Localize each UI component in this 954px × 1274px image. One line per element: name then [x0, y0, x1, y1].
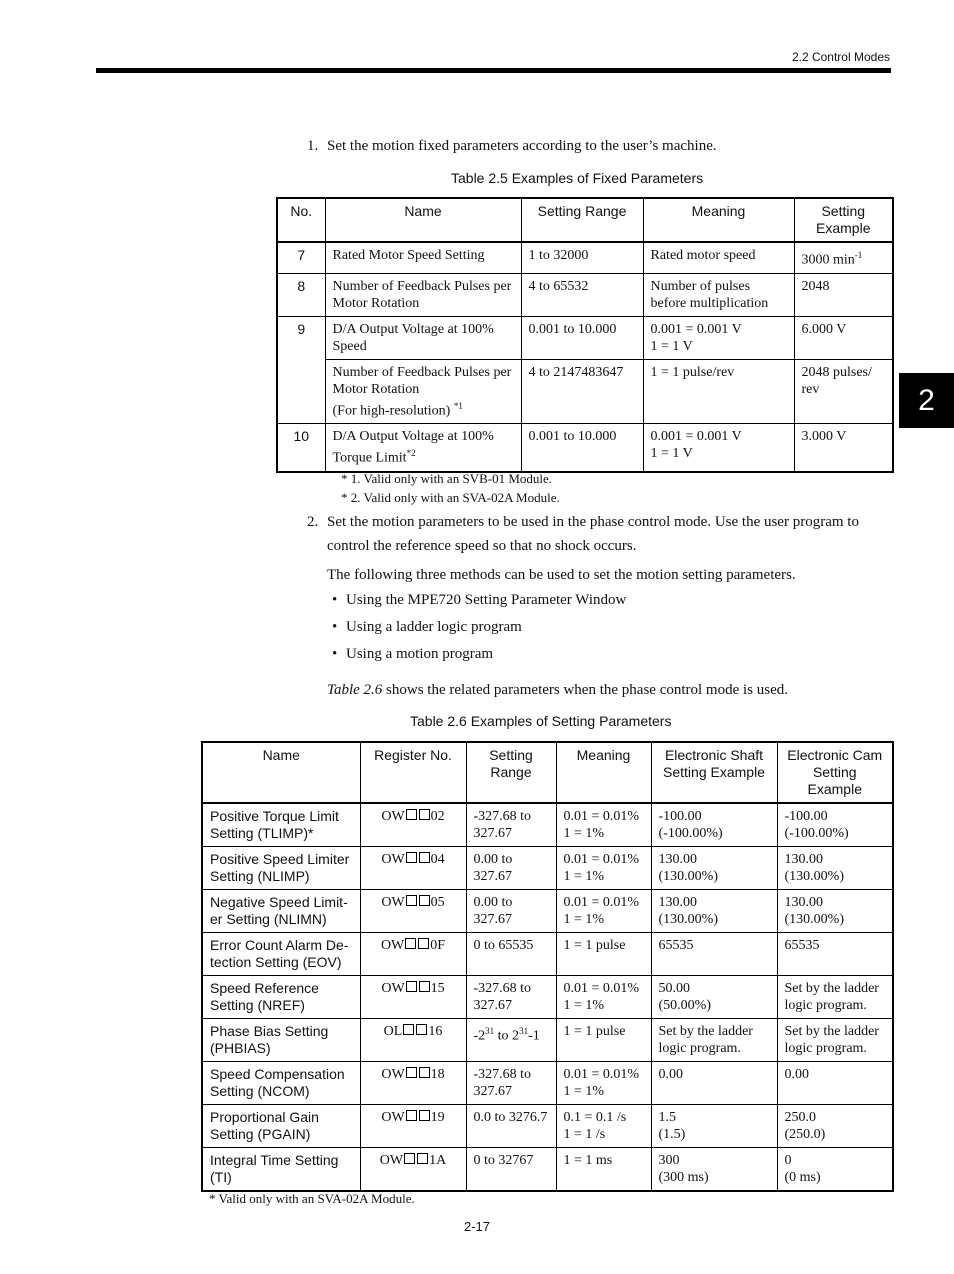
cell-cam-example: 130.00 (130.00%)	[777, 890, 893, 933]
table-row	[202, 933, 893, 976]
cell-range: -327.68 to 327.67	[466, 1062, 556, 1105]
cell-name: Number of Feedback Pulses per Motor Rotation	[325, 273, 521, 316]
cell-cam-example: 130.00 (130.00%)	[777, 847, 893, 890]
step-number: 2.	[307, 514, 319, 530]
cell-range: 4 to 2147483647	[521, 359, 643, 424]
cell-example: 6.000 V	[794, 316, 893, 359]
cell-meaning: 1 = 1 pulse	[556, 1019, 651, 1062]
step-1	[307, 134, 907, 158]
table-row	[202, 1105, 893, 1148]
table-reference: Table 2.6	[327, 682, 383, 698]
cell-name: D/A Output Voltage at 100% Torque Limit$^{*2}$	[325, 424, 521, 472]
cell-meaning: 0.001 = 0.001 V 1 = 1 V	[643, 316, 794, 359]
cell-name: D/A Output Voltage at 100% Speed	[325, 316, 521, 359]
cell-range: 0.001 to 10.000	[521, 424, 643, 472]
column-header: Electronic Cam Setting Example	[777, 742, 893, 803]
cell-range: 0 to 65535	[466, 933, 556, 976]
cell-no: 8	[277, 273, 325, 316]
cell-range: $-2^{31}$ to $2^{31}-1$	[466, 1019, 556, 1062]
cell-range: 0.00 to 327.67	[466, 847, 556, 890]
placeholder-box-icon	[406, 981, 417, 992]
cell-name: Proportional Gain Setting (PGAIN)	[202, 1105, 360, 1148]
table-row	[202, 803, 893, 847]
table-row	[277, 242, 893, 273]
table-row	[277, 359, 893, 424]
cell-shaft-example: 1.5 (1.5)	[651, 1105, 777, 1148]
cell-range: 0.001 to 10.000	[521, 316, 643, 359]
cell-shaft-example: -100.00 (-100.00%)	[651, 803, 777, 847]
cell-meaning: Number of pulses before multiplication	[643, 273, 794, 316]
cell-cam-example: 0.00	[777, 1062, 893, 1105]
header-rule	[96, 68, 891, 73]
cell-range: 0.0 to 3276.7	[466, 1105, 556, 1148]
footnote: * 1. Valid only with an SVB-01 Module.	[341, 471, 553, 486]
cell-name: Number of Feedback Pulses per Motor Rotation (For high-resolution) $^{*1}$	[325, 359, 521, 424]
table-header-row	[277, 198, 893, 242]
cell-cam-example: Set by the ladder logic program.	[777, 976, 893, 1019]
table-row	[277, 316, 893, 359]
column-header: Meaning	[556, 742, 651, 803]
cell-name: Error Count Alarm De-tection Setting (EOV)	[202, 933, 360, 976]
column-header: Meaning	[643, 198, 794, 242]
placeholder-box-icon	[406, 895, 417, 906]
column-header: Name	[325, 198, 521, 242]
cell-register: OW 18	[360, 1062, 466, 1105]
cell-meaning: 1 = 1 pulse/rev	[643, 359, 794, 424]
cell-cam-example: Set by the ladder logic program.	[777, 1019, 893, 1062]
cell-no	[277, 359, 325, 424]
table-header-row	[202, 742, 893, 803]
table-row	[202, 1062, 893, 1105]
placeholder-box-icon	[406, 809, 417, 820]
cell-meaning: 1 = 1 ms	[556, 1148, 651, 1192]
cell-register: OW 0F	[360, 933, 466, 976]
cell-meaning: 0.01 = 0.01% 1 = 1%	[556, 976, 651, 1019]
cell-no: 10	[277, 424, 325, 472]
methods-list	[332, 592, 626, 673]
cell-meaning: 0.1 = 0.1 /s 1 = 1 /s	[556, 1105, 651, 1148]
cell-name: Positive Torque Limit Setting (TLIMP)*	[202, 803, 360, 847]
cell-range: 0 to 32767	[466, 1148, 556, 1192]
placeholder-box-icon	[404, 1153, 415, 1164]
footnote: * 2. Valid only with an SVA-02A Module.	[341, 490, 560, 505]
cell-meaning: 1 = 1 pulse	[556, 933, 651, 976]
cell-range: -327.68 to 327.67	[466, 803, 556, 847]
list-item: • Using a ladder logic program	[332, 619, 522, 635]
fixed-parameters-table	[276, 197, 894, 473]
cell-example: 2048 pulses/ rev	[794, 359, 893, 424]
cell-shaft-example: 50.00 (50.00%)	[651, 976, 777, 1019]
table-2-5-caption: Table 2.5 Examples of Fixed Parameters	[451, 170, 704, 186]
step-text: Set the motion parameters to be used in the phase control mode. Use the user program to control the reference speed so that no shock occurs.	[327, 514, 859, 554]
placeholder-box-icon	[419, 1110, 430, 1121]
column-header: Setting Example	[794, 198, 893, 242]
cell-range: 1 to 32000	[521, 242, 643, 273]
placeholder-box-icon	[419, 852, 430, 863]
list-item: • Using a motion program	[332, 646, 494, 662]
placeholder-box-icon	[418, 938, 429, 949]
cell-name: Speed Reference Setting (NREF)	[202, 976, 360, 1019]
table-row	[277, 424, 893, 472]
placeholder-box-icon	[406, 852, 417, 863]
cell-name: Rated Motor Speed Setting	[325, 242, 521, 273]
cell-example: 2048	[794, 273, 893, 316]
table-2-5-notes	[341, 469, 560, 507]
cell-meaning: 0.01 = 0.01% 1 = 1%	[556, 1062, 651, 1105]
column-header: Electronic Shaft Setting Example	[651, 742, 777, 803]
cell-cam-example: -100.00 (-100.00%)	[777, 803, 893, 847]
cell-shaft-example: 300 (300 ms)	[651, 1148, 777, 1192]
setting-parameters-table	[201, 741, 894, 1192]
cell-meaning: Rated motor speed	[643, 242, 794, 273]
column-header: No.	[277, 198, 325, 242]
list-item: • Using the MPE720 Setting Parameter Window	[332, 592, 627, 608]
placeholder-box-icon	[419, 895, 430, 906]
cell-example: 3000 $\min^{-1}$	[794, 242, 893, 273]
placeholder-box-icon	[403, 1024, 414, 1035]
cell-range: 0.00 to 327.67	[466, 890, 556, 933]
cell-name: Integral Time Setting (TI)	[202, 1148, 360, 1192]
cell-no: 7	[277, 242, 325, 273]
cell-range: -327.68 to 327.67	[466, 976, 556, 1019]
cell-meaning: 0.01 = 0.01% 1 = 1%	[556, 890, 651, 933]
table-row	[202, 1148, 893, 1192]
placeholder-box-icon	[405, 938, 416, 949]
page-number: 2-17	[463, 1219, 491, 1234]
cell-register: OL 16	[360, 1019, 466, 1062]
cell-shaft-example: 130.00 (130.00%)	[651, 847, 777, 890]
placeholder-box-icon	[419, 981, 430, 992]
methods-paragraph: The following three methods can be used to set the motion setting parameters.	[327, 567, 796, 583]
column-header: Name	[202, 742, 360, 803]
step-2	[307, 510, 907, 558]
placeholder-box-icon	[419, 809, 430, 820]
placeholder-box-icon	[416, 1024, 427, 1035]
cell-cam-example: 250.0 (250.0)	[777, 1105, 893, 1148]
cell-register: OW 05	[360, 890, 466, 933]
step-text: Set the motion fixed parameters according to the user’s machine.	[327, 138, 717, 154]
table-row	[202, 847, 893, 890]
cell-shaft-example: 65535	[651, 933, 777, 976]
table-row	[277, 273, 893, 316]
step-number: 1.	[307, 138, 319, 154]
cell-range: 4 to 65532	[521, 273, 643, 316]
section-title: 2.2 Control Modes	[791, 50, 890, 64]
cell-example: 3.000 V	[794, 424, 893, 472]
cell-meaning: 0.01 = 0.01% 1 = 1%	[556, 847, 651, 890]
chapter-tab: 2	[899, 373, 954, 428]
placeholder-box-icon	[406, 1110, 417, 1121]
cell-register: OW 15	[360, 976, 466, 1019]
column-header: Setting Range	[521, 198, 643, 242]
cell-register: OW 1A	[360, 1148, 466, 1192]
placeholder-box-icon	[406, 1067, 417, 1078]
table-2-6-note: * Valid only with an SVA-02A Module.	[209, 1191, 415, 1206]
column-header: Setting Range	[466, 742, 556, 803]
cell-no: 9	[277, 316, 325, 359]
cell-register: OW 02	[360, 803, 466, 847]
cell-register: OW 19	[360, 1105, 466, 1148]
cell-shaft-example: Set by the ladder logic program.	[651, 1019, 777, 1062]
table-2-6-caption: Table 2.6 Examples of Setting Parameters	[410, 713, 672, 729]
table-row	[202, 976, 893, 1019]
cell-name: Positive Speed Limiter Setting (NLIMP)	[202, 847, 360, 890]
cell-shaft-example: 0.00	[651, 1062, 777, 1105]
cell-name: Negative Speed Limit-er Setting (NLIMN)	[202, 890, 360, 933]
cell-register: OW 04	[360, 847, 466, 890]
table-reference-paragraph: Table 2.6 shows the related parameters when the phase control mode is used.	[327, 682, 789, 698]
cell-name: Speed Compensation Setting (NCOM)	[202, 1062, 360, 1105]
cell-meaning: 0.01 = 0.01% 1 = 1%	[556, 803, 651, 847]
cell-name: Phase Bias Setting (PHBIAS)	[202, 1019, 360, 1062]
placeholder-box-icon	[417, 1153, 428, 1164]
placeholder-box-icon	[419, 1067, 430, 1078]
cell-cam-example: 65535	[777, 933, 893, 976]
cell-meaning: 0.001 = 0.001 V 1 = 1 V	[643, 424, 794, 472]
table-row	[202, 1019, 893, 1062]
cell-shaft-example: 130.00 (130.00%)	[651, 890, 777, 933]
table-row	[202, 890, 893, 933]
cell-cam-example: 0 (0 ms)	[777, 1148, 893, 1192]
column-header: Register No.	[360, 742, 466, 803]
